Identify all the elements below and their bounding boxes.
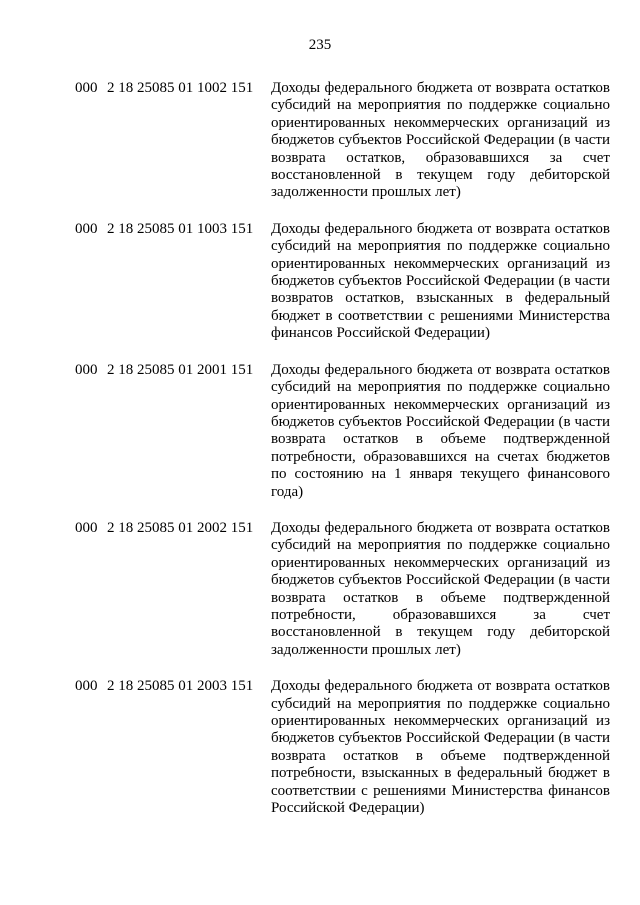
budget-entry xyxy=(75,520,610,659)
administrator-code: 000 xyxy=(75,519,98,536)
entry-description: Доходы федерального бюджета от возврата остатков субсидий на мероприятия по поддержке социально ориентированных некоммерческих организаций из бюджетов субъектов Российской Федерации (в части возврата остатков в объеме подтвержденной потребности, взысканных в федеральный бюджет в соответствии с решениями Министерства финансов Российской Федерации) xyxy=(271,678,610,817)
page-number: 235 xyxy=(308,37,332,53)
budget-entry xyxy=(75,678,610,817)
entry-description: Доходы федерального бюджета от возврата остатков субсидий на мероприятия по поддержке социально ориентированных некоммерческих организаций из бюджетов субъектов Российской Федерации (в части возврата остатков в объеме подтвержденной потребности, образовавшихся за счет восстановленной в текущем году дебиторской задолженности прошлых лет) xyxy=(271,519,610,658)
administrator-code: 000 xyxy=(75,678,98,695)
classification-code: 2 18 25085 01 1002 151 xyxy=(107,80,254,96)
entry-description: Доходы федерального бюджета от возврата остатков субсидий на мероприятия по поддержке социально ориентированных некоммерческих организаций из бюджетов субъектов Российской Федерации (в части возврата остатков, образовавшихся за счет восстановленной в текущем году дебиторской задолженности прошлых лет) xyxy=(271,80,610,201)
budget-code-list xyxy=(75,80,610,836)
classification-code: 2 18 25085 01 2002 151 xyxy=(107,519,254,536)
classification-code: 2 18 25085 01 1003 151 xyxy=(107,220,254,237)
administrator-code: 000 xyxy=(75,361,98,378)
entry-description: Доходы федерального бюджета от возврата остатков субсидий на мероприятия по поддержке социально ориентированных некоммерческих организаций из бюджетов субъектов Российской Федерации (в части возвратов остатков, взысканных в федеральный бюджет в соответствии с решениями Министерства финансов Российской Федерации) xyxy=(271,220,610,342)
budget-entry xyxy=(75,80,610,202)
administrator-code: 000 xyxy=(75,220,98,237)
entry-description: Доходы федерального бюджета от возврата остатков субсидий на мероприятия по поддержке социально ориентированных некоммерческих организаций из бюджетов субъектов Российской Федерации (в части возврата остатков в объеме подтвержденной потребности, образовавшихся на счетах бюджетов по состоянию на 1 января текущего финансового года) xyxy=(271,361,610,500)
classification-code: 2 18 25085 01 2001 151 xyxy=(107,361,254,378)
administrator-code: 000 xyxy=(75,80,98,96)
budget-entry xyxy=(75,221,610,343)
budget-entry xyxy=(75,362,610,501)
classification-code: 2 18 25085 01 2003 151 xyxy=(107,678,254,695)
